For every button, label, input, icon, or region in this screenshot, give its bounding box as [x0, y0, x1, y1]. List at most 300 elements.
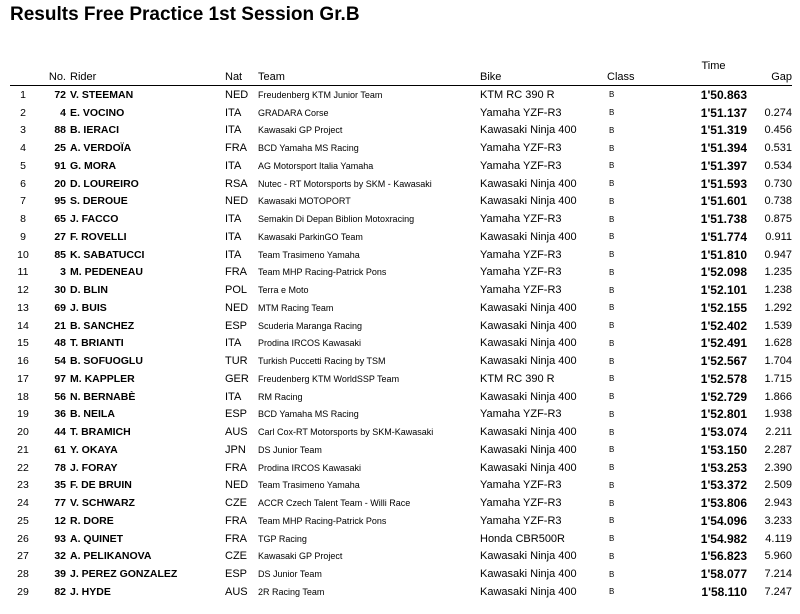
team-cell: RM Racing	[258, 391, 303, 402]
table-row	[10, 459, 792, 477]
rider-name-cell: M. PEDENEAU	[70, 266, 143, 279]
time-cell: 1'51.738	[700, 212, 747, 227]
nationality-cell: JPN	[225, 443, 246, 456]
time-cell: 1'51.601	[700, 194, 747, 209]
gap-cell: 1.715	[764, 372, 792, 385]
bike-cell: Honda CBR500R	[480, 532, 565, 545]
rider-name-cell: Y. OKAYA	[70, 443, 118, 456]
bike-cell: Kawasaki Ninja 400	[480, 177, 577, 190]
rider-name-cell: J. FACCO	[70, 213, 119, 226]
class-cell: B	[609, 161, 615, 171]
bike-cell: Kawasaki Ninja 400	[480, 230, 577, 243]
rider-number-cell: 3	[60, 266, 66, 279]
rider-name-cell: J. BUIS	[70, 301, 107, 314]
rider-number-cell: 25	[54, 142, 66, 155]
class-cell: B	[609, 303, 615, 313]
gap-cell	[750, 86, 792, 104]
nationality-cell: ESP	[225, 408, 248, 421]
team-cell: TGP Racing	[258, 533, 307, 544]
rider-number-cell: 88	[54, 124, 66, 137]
nationality-cell: CZE	[225, 497, 247, 510]
rider-number-cell: 97	[54, 372, 66, 385]
gap-cell: 1.938	[764, 408, 792, 421]
table-row	[10, 477, 792, 495]
table-row	[10, 317, 792, 335]
bike-cell: Kawasaki Ninja 400	[480, 461, 577, 474]
header-rider: Rider	[70, 60, 225, 86]
nationality-cell: ITA	[225, 390, 242, 403]
bike-cell: Yamaha YZF-R3	[480, 159, 562, 172]
bike-cell: Kawasaki Ninja 400	[480, 124, 577, 137]
nationality-cell: NED	[225, 301, 249, 314]
rider-name-cell: V. SCHWARZ	[70, 497, 135, 510]
time-cell: 1'58.077	[700, 567, 747, 582]
team-cell: Kawasaki ParkinGO Team	[258, 231, 363, 242]
header-class: Class	[607, 60, 677, 86]
time-cell: 1'52.578	[700, 371, 747, 386]
time-cell: 1'51.319	[700, 123, 747, 138]
class-cell: B	[609, 90, 615, 100]
time-cell: 1'54.982	[700, 531, 747, 546]
class-cell: B	[609, 409, 615, 419]
table-row	[10, 565, 792, 583]
table-row	[10, 370, 792, 388]
team-cell: Kawasaki MOTOPORT	[258, 196, 351, 207]
rider-number-cell: 95	[54, 195, 66, 208]
team-cell: GRADARA Corse	[258, 107, 329, 118]
gap-cell: 7.247	[764, 585, 792, 598]
table-body	[10, 86, 792, 601]
nationality-cell: ESP	[225, 568, 248, 581]
page-title: Results Free Practice 1st Session Gr.B	[10, 4, 360, 25]
nationality-cell: NED	[225, 479, 249, 492]
gap-cell: 2.390	[764, 461, 792, 474]
table-row	[10, 193, 792, 211]
bike-cell: Kawasaki Ninja 400	[480, 568, 577, 581]
team-cell: Kawasaki GP Project	[258, 125, 343, 136]
rider-number-cell: 39	[54, 568, 66, 581]
nationality-cell: TUR	[225, 355, 248, 368]
team-cell: Freudenberg KTM Junior Team	[258, 89, 383, 100]
rider-number-cell: 54	[54, 355, 66, 368]
time-cell: 1'56.823	[700, 549, 747, 564]
time-cell: 1'51.774	[700, 229, 747, 244]
time-cell: 1'51.810	[700, 247, 747, 262]
rider-name-cell: G. MORA	[70, 159, 117, 172]
header-nat: Nat	[225, 60, 258, 86]
time-cell: 1'53.150	[700, 442, 747, 457]
table-row	[10, 388, 792, 406]
rider-number-cell: 56	[54, 390, 66, 403]
rider-name-cell: A. QUINET	[70, 532, 124, 545]
rider-number-cell: 91	[54, 159, 66, 172]
table-row	[10, 335, 792, 353]
table-row	[10, 512, 792, 530]
gap-cell: 1.704	[764, 355, 792, 368]
rider-number-cell: 44	[54, 426, 66, 439]
rider-number-cell: 85	[54, 248, 66, 261]
nationality-cell: ITA	[225, 230, 242, 243]
rider-name-cell: B. NEILA	[70, 408, 115, 421]
table-row	[10, 441, 792, 459]
gap-cell: 0.730	[764, 177, 792, 190]
gap-cell: 1.866	[764, 390, 792, 403]
position-cell: 10	[17, 248, 29, 261]
table-row	[10, 299, 792, 317]
position-cell: 28	[17, 568, 29, 581]
class-cell: B	[609, 285, 615, 295]
header-pos	[10, 60, 36, 86]
rider-name-cell: E. VOCINO	[70, 106, 125, 119]
table-row	[10, 423, 792, 441]
team-cell: DS Junior Team	[258, 569, 322, 580]
gap-cell: 7.214	[764, 568, 792, 581]
time-cell: 1'52.402	[700, 318, 747, 333]
class-cell: B	[609, 356, 615, 366]
bike-cell: Kawasaki Ninja 400	[480, 319, 577, 332]
class-cell: B	[609, 534, 615, 544]
rider-number-cell: 21	[54, 319, 66, 332]
results-table	[10, 60, 792, 601]
gap-cell: 0.947	[764, 248, 792, 261]
time-cell: 1'58.110	[701, 584, 747, 599]
header-time: Time	[677, 60, 750, 86]
gap-cell: 0.531	[764, 142, 792, 155]
gap-cell: 2.287	[764, 443, 792, 456]
rider-number-cell: 93	[54, 532, 66, 545]
position-cell: 20	[17, 426, 29, 439]
gap-cell: 0.456	[764, 124, 792, 137]
class-cell: B	[609, 250, 615, 260]
rider-number-cell: 36	[54, 408, 66, 421]
gap-cell: 1.628	[764, 337, 792, 350]
table-row	[10, 246, 792, 264]
bike-cell: KTM RC 390 R	[480, 88, 555, 101]
rider-number-cell: 35	[54, 479, 66, 492]
nationality-cell: ESP	[225, 319, 248, 332]
rider-name-cell: K. SABATUCCI	[70, 248, 145, 261]
gap-cell: 1.238	[764, 284, 792, 297]
team-cell: Kawasaki GP Project	[258, 551, 343, 562]
rider-number-cell: 65	[54, 213, 66, 226]
bike-cell: Kawasaki Ninja 400	[480, 443, 577, 456]
table-row	[10, 104, 792, 122]
nationality-cell: FRA	[225, 532, 247, 545]
nationality-cell: ITA	[225, 248, 242, 261]
rider-name-cell: B. IERACI	[70, 124, 120, 137]
rider-name-cell: D. BLIN	[70, 284, 108, 297]
position-cell: 17	[17, 372, 29, 385]
class-cell: B	[609, 463, 615, 473]
team-cell: MTM Racing Team	[258, 302, 334, 313]
position-cell: 16	[17, 355, 29, 368]
nationality-cell: ITA	[225, 124, 242, 137]
team-cell: Turkish Puccetti Racing by TSM	[258, 356, 386, 367]
class-cell: B	[609, 427, 615, 437]
time-cell: 1'51.593	[700, 176, 747, 191]
nationality-cell: NED	[225, 195, 249, 208]
position-cell: 3	[20, 124, 26, 137]
table-row	[10, 228, 792, 246]
nationality-cell: ITA	[225, 106, 242, 119]
header-bike: Bike	[480, 60, 607, 86]
position-cell: 25	[17, 514, 29, 527]
team-cell: BCD Yamaha MS Racing	[258, 409, 359, 420]
team-cell: Team MHP Racing-Patrick Pons	[258, 515, 387, 526]
gap-cell: 5.960	[764, 550, 792, 563]
position-cell: 26	[17, 532, 29, 545]
table-row	[10, 86, 792, 104]
team-cell: Scuderia Maranga Racing	[258, 320, 363, 331]
table-row	[10, 175, 792, 193]
position-cell: 7	[20, 195, 26, 208]
position-cell: 13	[17, 301, 29, 314]
rider-name-cell: J. HYDE	[70, 585, 111, 598]
team-cell: Nutec - RT Motorsports by SKM - Kawasaki	[258, 178, 432, 189]
position-cell: 19	[17, 408, 29, 421]
rider-name-cell: A. VERDOÏA	[70, 142, 132, 155]
position-cell: 27	[17, 550, 29, 563]
table-row	[10, 139, 792, 157]
time-cell: 1'50.863	[700, 87, 747, 102]
nationality-cell: ITA	[225, 159, 242, 172]
rider-name-cell: S. DEROUE	[70, 195, 128, 208]
class-cell: B	[609, 445, 615, 455]
class-cell: B	[609, 143, 615, 153]
position-cell: 23	[17, 479, 29, 492]
class-cell: B	[609, 338, 615, 348]
rider-name-cell: M. KAPPLER	[70, 372, 135, 385]
position-cell: 4	[20, 142, 26, 155]
position-cell: 8	[20, 213, 26, 226]
rider-name-cell: N. BERNABÈ	[70, 390, 136, 403]
position-cell: 14	[17, 319, 29, 332]
class-cell: B	[609, 392, 615, 402]
bike-cell: Kawasaki Ninja 400	[480, 390, 577, 403]
rider-name-cell: A. PELIKANOVA	[70, 550, 152, 563]
position-cell: 18	[17, 390, 29, 403]
nationality-cell: FRA	[225, 461, 247, 474]
position-cell: 15	[17, 337, 29, 350]
header-team: Team	[258, 60, 480, 86]
nationality-cell: AUS	[225, 585, 248, 598]
bike-cell: Kawasaki Ninja 400	[480, 550, 577, 563]
gap-cell: 0.738	[764, 195, 792, 208]
team-cell: Prodina IRCOS Kawasaki	[258, 338, 362, 349]
rider-number-cell: 77	[54, 497, 66, 510]
class-cell: B	[609, 480, 615, 490]
nationality-cell: NED	[225, 88, 249, 101]
gap-cell: 0.911	[765, 230, 792, 243]
rider-number-cell: 82	[54, 585, 66, 598]
class-cell: B	[609, 587, 615, 597]
table-row	[10, 352, 792, 370]
time-cell: 1'51.397	[700, 158, 747, 173]
bike-cell: Kawasaki Ninja 400	[480, 585, 577, 598]
time-cell: 1'52.098	[700, 265, 747, 280]
rider-number-cell: 78	[54, 461, 66, 474]
nationality-cell: AUS	[225, 426, 248, 439]
class-cell: B	[609, 267, 615, 277]
rider-name-cell: F. DE BRUIN	[70, 479, 132, 492]
time-cell: 1'52.491	[700, 336, 747, 351]
nationality-cell: ITA	[225, 337, 242, 350]
rider-name-cell: D. LOUREIRO	[70, 177, 139, 190]
rider-name-cell: J. FORAY	[70, 461, 118, 474]
bike-cell: Yamaha YZF-R3	[480, 142, 562, 155]
class-cell: B	[609, 516, 615, 526]
table-row	[10, 210, 792, 228]
bike-cell: Yamaha YZF-R3	[480, 106, 562, 119]
nationality-cell: RSA	[225, 177, 248, 190]
team-cell: Semakin Di Depan Biblion Motoxracing	[258, 214, 415, 225]
bike-cell: Yamaha YZF-R3	[480, 284, 562, 297]
team-cell: ACCR Czech Talent Team - Willi Race	[258, 498, 411, 509]
table-row	[10, 530, 792, 548]
bike-cell: Kawasaki Ninja 400	[480, 355, 577, 368]
nationality-cell: GER	[225, 372, 249, 385]
class-cell: B	[609, 196, 615, 206]
bike-cell: Yamaha YZF-R3	[480, 408, 562, 421]
class-cell: B	[609, 179, 615, 189]
rider-number-cell: 20	[54, 177, 66, 190]
gap-cell: 0.534	[764, 159, 792, 172]
time-cell: 1'53.253	[700, 460, 747, 475]
position-cell: 22	[17, 461, 29, 474]
table-row	[10, 548, 792, 566]
position-cell: 6	[20, 177, 26, 190]
rider-name-cell: F. ROVELLI	[70, 230, 127, 243]
nationality-cell: ITA	[225, 213, 242, 226]
position-cell: 1	[20, 88, 26, 101]
class-cell: B	[609, 374, 615, 384]
rider-number-cell: 69	[54, 301, 66, 314]
team-cell: Prodina IRCOS Kawasaki	[258, 462, 362, 473]
gap-cell: 0.875	[764, 213, 792, 226]
table-row	[10, 494, 792, 512]
class-cell: B	[609, 125, 615, 135]
rider-number-cell: 4	[60, 106, 66, 119]
gap-cell: 4.119	[765, 532, 792, 545]
bike-cell: Yamaha YZF-R3	[480, 248, 562, 261]
rider-number-cell: 72	[54, 88, 66, 101]
rider-name-cell: B. SOFUOGLU	[70, 355, 143, 368]
time-cell: 1'52.567	[700, 354, 747, 369]
rider-number-cell: 12	[54, 514, 66, 527]
gap-cell: 2.211	[765, 426, 792, 439]
table-row	[10, 406, 792, 424]
time-cell: 1'52.155	[700, 300, 747, 315]
team-cell: Carl Cox-RT Motorsports by SKM-Kawasaki	[258, 427, 434, 438]
bike-cell: Yamaha YZF-R3	[480, 497, 562, 510]
header-no: No.	[36, 60, 70, 86]
time-cell: 1'53.806	[700, 496, 747, 511]
team-cell: Team Trasimeno Yamaha	[258, 249, 360, 260]
position-cell: 11	[17, 266, 29, 279]
bike-cell: Kawasaki Ninja 400	[480, 426, 577, 439]
gap-cell: 1.292	[764, 301, 792, 314]
class-cell: B	[609, 214, 615, 224]
position-cell: 9	[20, 230, 26, 243]
team-cell: AG Motorsport Italia Yamaha	[258, 160, 374, 171]
time-cell: 1'52.729	[700, 389, 747, 404]
rider-number-cell: 30	[54, 284, 66, 297]
team-cell: Freudenberg KTM WorldSSP Team	[258, 373, 400, 384]
bike-cell: Yamaha YZF-R3	[480, 266, 562, 279]
bike-cell: Kawasaki Ninja 400	[480, 195, 577, 208]
gap-cell: 2.509	[764, 479, 792, 492]
time-cell: 1'52.801	[700, 407, 747, 422]
class-cell: B	[609, 551, 615, 561]
rider-number-cell: 27	[54, 230, 66, 243]
header-gap: Gap	[750, 60, 792, 86]
time-cell: 1'51.394	[700, 141, 747, 156]
team-cell: BCD Yamaha MS Racing	[258, 143, 359, 154]
position-cell: 29	[17, 585, 29, 598]
rider-name-cell: V. STEEMAN	[70, 88, 134, 101]
rider-name-cell: B. SANCHEZ	[70, 319, 135, 332]
table-header	[10, 60, 792, 86]
gap-cell: 1.539	[764, 319, 792, 332]
nationality-cell: CZE	[225, 550, 247, 563]
rider-number-cell: 61	[54, 443, 66, 456]
class-cell: B	[609, 321, 615, 331]
position-cell: 24	[17, 497, 29, 510]
bike-cell: Yamaha YZF-R3	[480, 213, 562, 226]
time-cell: 1'53.372	[700, 478, 747, 493]
time-cell: 1'52.101	[700, 283, 747, 298]
rider-name-cell: J. PEREZ GONZALEZ	[70, 568, 178, 581]
table-row	[10, 157, 792, 175]
bike-cell: Yamaha YZF-R3	[480, 479, 562, 492]
table-row	[10, 281, 792, 299]
position-cell: 21	[17, 443, 29, 456]
time-cell: 1'54.096	[700, 513, 747, 528]
time-cell: 1'53.074	[700, 425, 747, 440]
gap-cell: 3.233	[764, 514, 792, 527]
team-cell: Team MHP Racing-Patrick Pons	[258, 267, 387, 278]
bike-cell: KTM RC 390 R	[480, 372, 555, 385]
gap-cell: 1.235	[764, 266, 792, 279]
nationality-cell: POL	[225, 284, 248, 297]
gap-cell: 0.274	[764, 106, 792, 119]
class-cell: B	[609, 498, 615, 508]
nationality-cell: FRA	[225, 266, 247, 279]
rider-name-cell: T. BRIANTI	[70, 337, 124, 350]
team-cell: Team Trasimeno Yamaha	[258, 480, 360, 491]
nationality-cell: FRA	[225, 142, 247, 155]
time-cell: 1'51.137	[700, 105, 747, 120]
table-row	[10, 264, 792, 282]
table-row	[10, 583, 792, 601]
bike-cell: Yamaha YZF-R3	[480, 514, 562, 527]
position-cell: 2	[20, 106, 26, 119]
rider-number-cell: 32	[54, 550, 66, 563]
position-cell: 12	[17, 284, 29, 297]
class-cell: B	[609, 108, 615, 118]
team-cell: 2R Racing Team	[258, 586, 325, 597]
bike-cell: Kawasaki Ninja 400	[480, 337, 577, 350]
position-cell: 5	[20, 159, 26, 172]
gap-cell: 2.943	[764, 497, 792, 510]
team-cell: DS Junior Team	[258, 444, 322, 455]
rider-number-cell: 48	[54, 337, 66, 350]
class-cell: B	[609, 569, 615, 579]
rider-name-cell: R. DORE	[70, 514, 114, 527]
class-cell: B	[609, 232, 615, 242]
rider-name-cell: T. BRAMICH	[70, 426, 131, 439]
nationality-cell: FRA	[225, 514, 247, 527]
